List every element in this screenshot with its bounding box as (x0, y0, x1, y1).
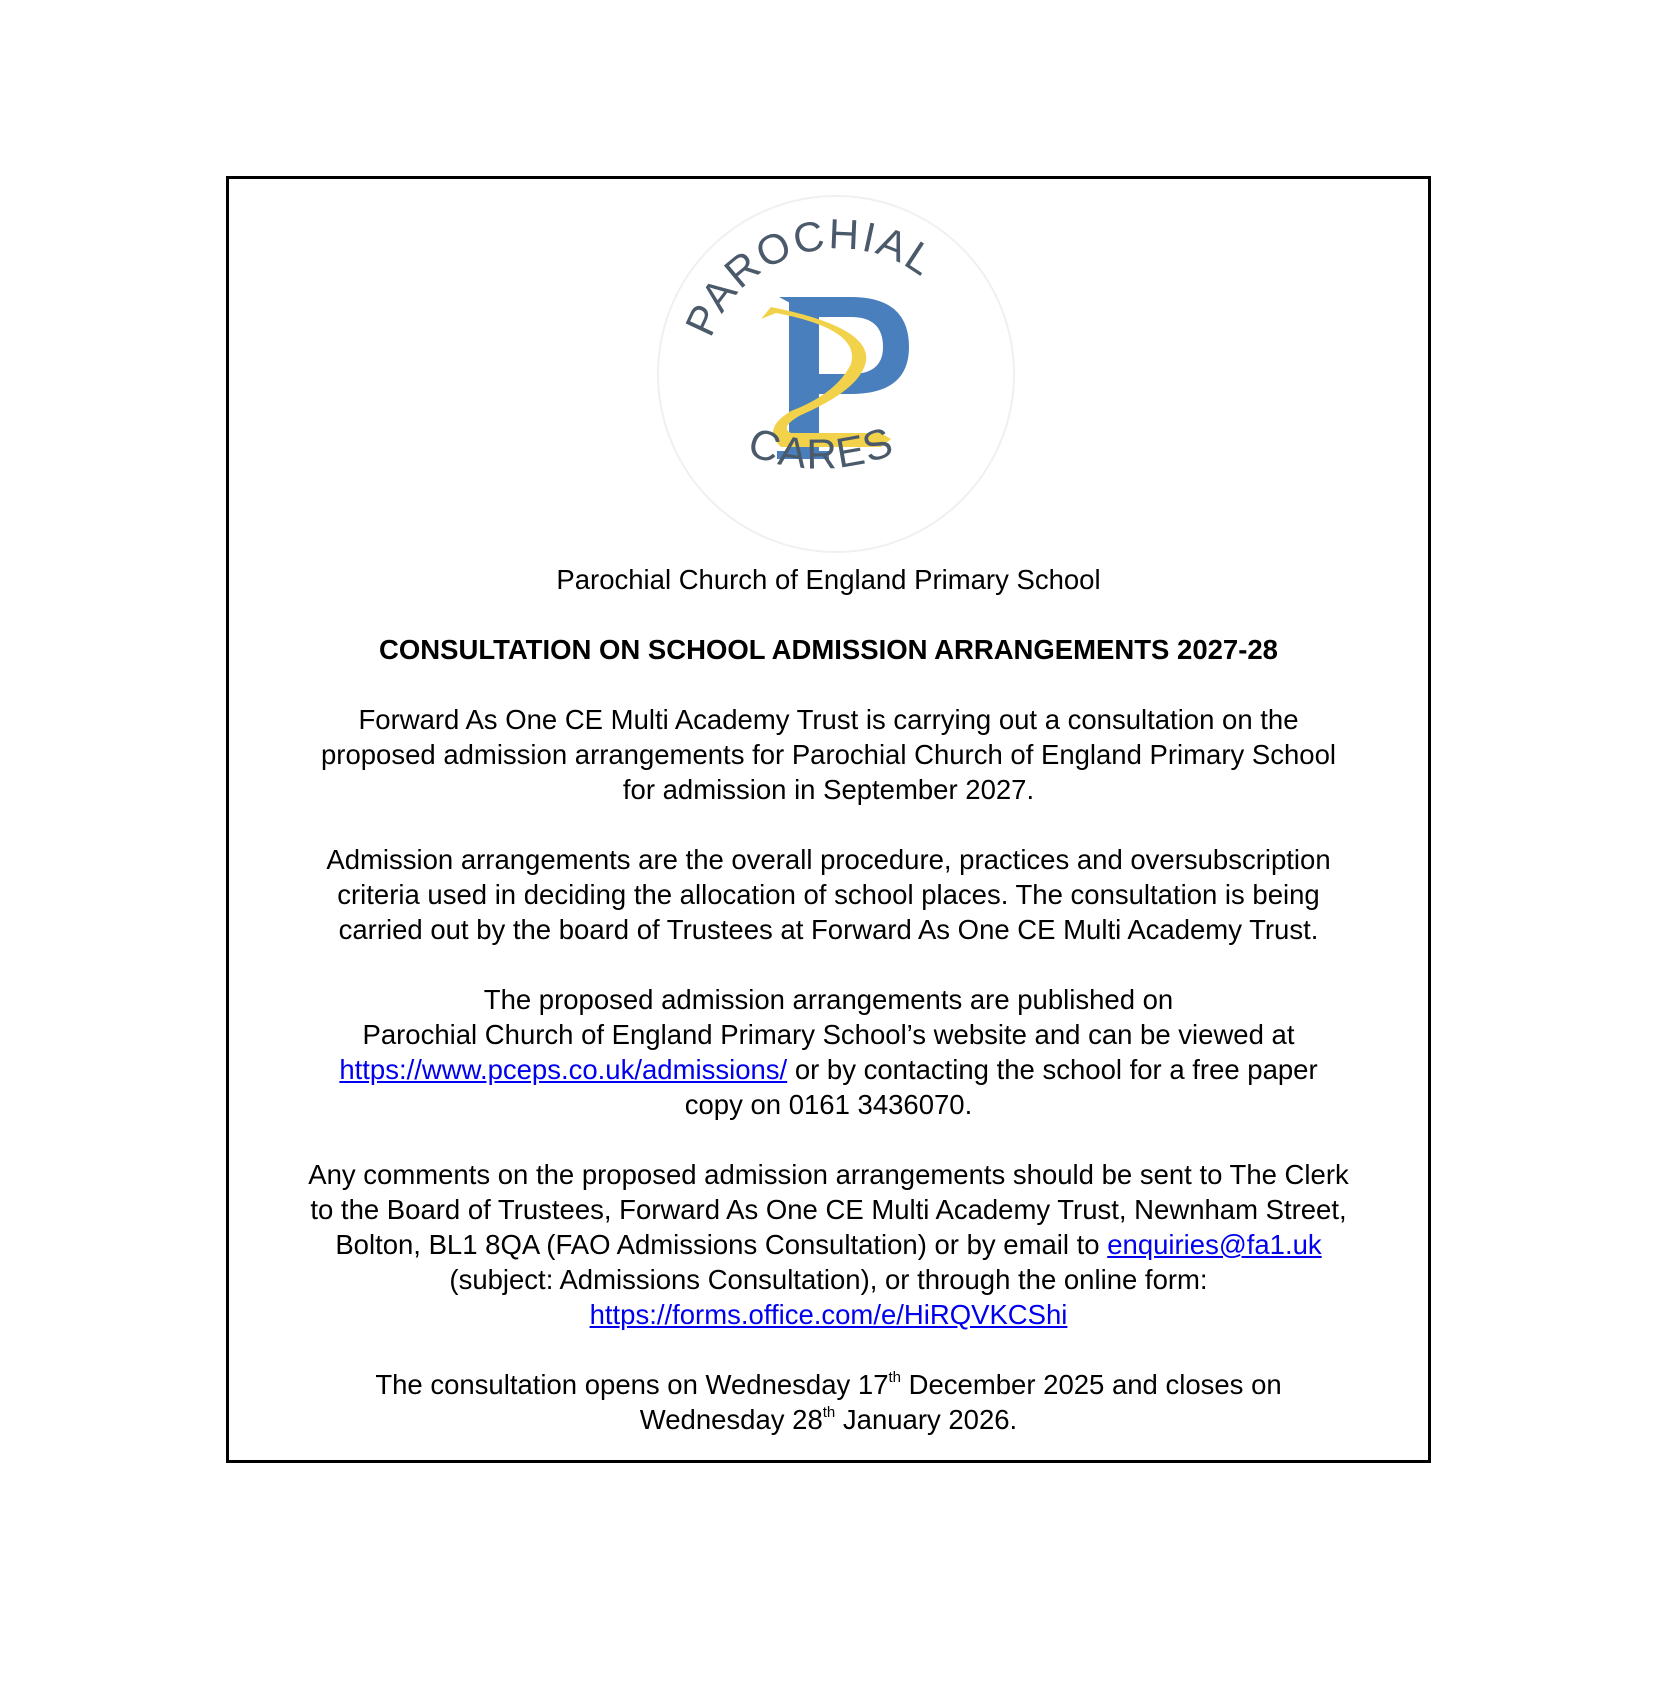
school-name: Parochial Church of England Primary School (556, 564, 1101, 595)
dates-line (229, 1367, 1428, 1402)
comments-line-text: Bolton, BL1 8QA (FAO Admissions Consultation) or by email to (335, 1229, 1108, 1260)
email-link[interactable]: enquiries@fa1.uk (1107, 1229, 1322, 1260)
dates-paragraph (229, 1367, 1428, 1437)
definition-line: carried out by the board of Trustees at Forward As One CE Multi Academy Trust. (338, 914, 1319, 945)
open-date-text-end: December 2025 and closes on (901, 1369, 1282, 1400)
notice-box (226, 176, 1431, 1463)
intro-line: proposed admission arrangements for Parochial Church of England Primary School (321, 739, 1336, 770)
ordinal-suffix: th (822, 1403, 836, 1421)
published-line: Parochial Church of England Primary School’s website and can be viewed at (362, 1019, 1295, 1050)
comments-line (229, 1297, 1428, 1332)
published-line: The proposed admission arrangements are published on (483, 984, 1174, 1015)
comments-line (229, 1227, 1428, 1262)
comments-line: (subject: Admissions Consultation), or through the online form: (449, 1264, 1208, 1295)
admissions-link[interactable]: https://www.pceps.co.uk/admissions/ (339, 1054, 788, 1085)
ordinal-suffix: th (888, 1368, 902, 1386)
definition-line: Admission arrangements are the overall procedure, practices and oversubscription (326, 844, 1331, 875)
logo-bottom-text: CARES (743, 417, 900, 478)
school-logo (651, 189, 1021, 559)
close-date-text-end: January 2026. (835, 1404, 1018, 1435)
intro-line: for admission in September 2027. (622, 774, 1035, 805)
published-paragraph (229, 982, 1428, 1122)
notice-content (229, 562, 1428, 1472)
comments-line: Any comments on the proposed admission arrangements should be sent to The Clerk (308, 1159, 1349, 1190)
published-line-text: or by contacting the school for a free paper (787, 1054, 1318, 1085)
comments-line: to the Board of Trustees, Forward As One CE Multi Academy Trust, Newnham Street, (310, 1194, 1347, 1225)
logo-graphic (651, 189, 1021, 559)
published-line (229, 1052, 1428, 1087)
phone-line: copy on 0161 3436070. (684, 1089, 973, 1120)
logo-top-text: PAROCHIAL (675, 209, 945, 343)
intro-line: Forward As One CE Multi Academy Trust is carrying out a consultation on the (358, 704, 1299, 735)
dates-line (229, 1402, 1428, 1437)
comments-paragraph (229, 1157, 1428, 1332)
intro-paragraph (229, 702, 1428, 807)
open-date-text: The consultation opens on Wednesday 17 (375, 1369, 889, 1400)
close-date-text: Wednesday 28 (639, 1404, 823, 1435)
definition-paragraph (229, 842, 1428, 947)
consultation-heading: CONSULTATION ON SCHOOL ADMISSION ARRANGEMENTS 2027-28 (379, 634, 1278, 665)
online-form-link[interactable]: https://forms.office.com/e/HiRQVKCShi (589, 1299, 1068, 1330)
definition-line: criteria used in deciding the allocation of school places. The consultation is being (337, 879, 1320, 910)
